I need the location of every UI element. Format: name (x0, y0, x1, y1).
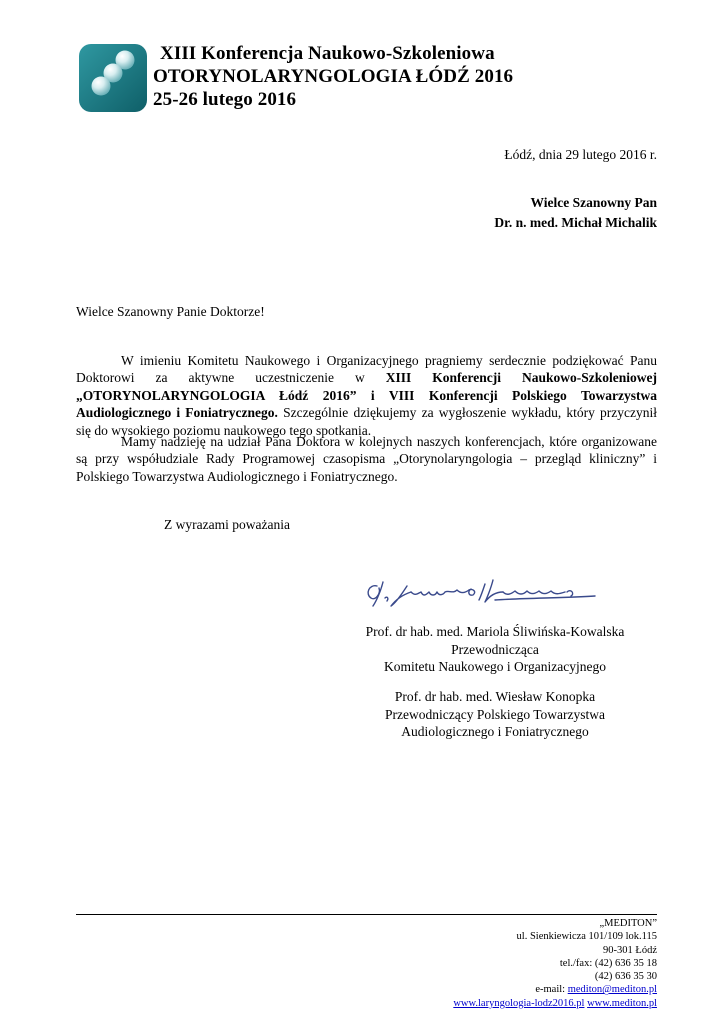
closing: Z wyrazami poważania (164, 517, 290, 532)
footer-email-link[interactable]: mediton@mediton.pl (567, 984, 657, 996)
addressee-line-1: Wielce Szanowny Pan (530, 195, 657, 210)
signer-1-role: Przewodnicząca (451, 641, 539, 657)
footer-email-line (453, 983, 657, 996)
signer-1-name: Prof. dr hab. med. Mariola Śliwińska-Kowalska (365, 624, 625, 639)
signer-1-block (345, 623, 645, 676)
addressee-block (494, 193, 657, 233)
paragraph-1-conference-names: XIII Konferencji Naukowo-Szkoleniowej „OTORYNOLARYNGOLOGIA Łódź 2016” i VIII Konferencji Polskiego Towarzystwa Audiologicznego i Foniatrycznego. (76, 370, 657, 421)
footer-city: 90-301 Łódź (603, 944, 657, 956)
footer-company: „MEDITON” (599, 918, 657, 929)
title-line-2: OTORYNOLARYNGOLOGIA ŁÓDŹ 2016 (153, 66, 514, 87)
footer-email-label: e-mail: (535, 984, 568, 996)
footer-web-link-1[interactable]: www.laryngologia-lodz2016.pl (453, 997, 585, 1009)
footer-contact (453, 917, 657, 1010)
footer-phone-1: tel./fax: (42) 636 35 18 (559, 957, 657, 969)
signer-2-name: Prof. dr hab. med. Wiesław Konopka (394, 689, 596, 704)
footer-street: ul. Sienkiewicza 101/109 lok.115 (516, 931, 657, 943)
title-line-3: 25-26 lutego 2016 (153, 89, 297, 110)
title-line-1: XIII Konferencja Naukowo-Szkoleniowa (160, 43, 495, 64)
addressee-line-2: Dr. n. med. Michał Michalik (494, 215, 657, 230)
paragraph-2 (76, 433, 657, 485)
footer-web-link-2[interactable]: www.mediton.pl (587, 997, 657, 1009)
signer-2-role: Przewodniczący Polskiego Towarzystwa (385, 706, 605, 722)
paragraph-1-text-a: W imieniu Komitetu Naukowego i Organizacyjnego pragniemy serdecznie podziękować Panu Doktorowi za aktywne uczestniczenie w (76, 353, 657, 386)
paragraph-1 (76, 352, 657, 439)
letter-date: Łódź, dnia 29 lutego 2016 r. (504, 147, 657, 162)
conference-logo-icon (79, 44, 147, 112)
signer-2-org: Audiologicznego i Foniatrycznego (401, 724, 589, 739)
conference-title (153, 42, 513, 111)
handwritten-signature (345, 568, 627, 614)
salutation: Wielce Szanowny Panie Doktorze! (76, 304, 265, 319)
footer-divider (76, 914, 657, 915)
signer-2-block (345, 688, 645, 741)
paragraph-1-text-b: Szczególnie dziękujemy za wygłoszenie wykładu, który przyczynił się do wysokiego poziomu naukowego tego spotkania. (76, 405, 658, 438)
signer-1-org: Komitetu Naukowego i Organizacyjnego (383, 659, 607, 674)
footer-web-line (453, 997, 657, 1010)
footer-phone-2: (42) 636 35 30 (594, 971, 657, 983)
paragraph-2-text: Mamy nadzieję na udział Pana Doktora w kolejnych naszych konferencjach, które organizowane są przy współudziale Rady Programowej czasopisma „Otorynolaryngologia – przegląd kliniczny” i Polskiego Towarzystwa Audiologicznego i Foniatrycznego. (76, 434, 657, 484)
